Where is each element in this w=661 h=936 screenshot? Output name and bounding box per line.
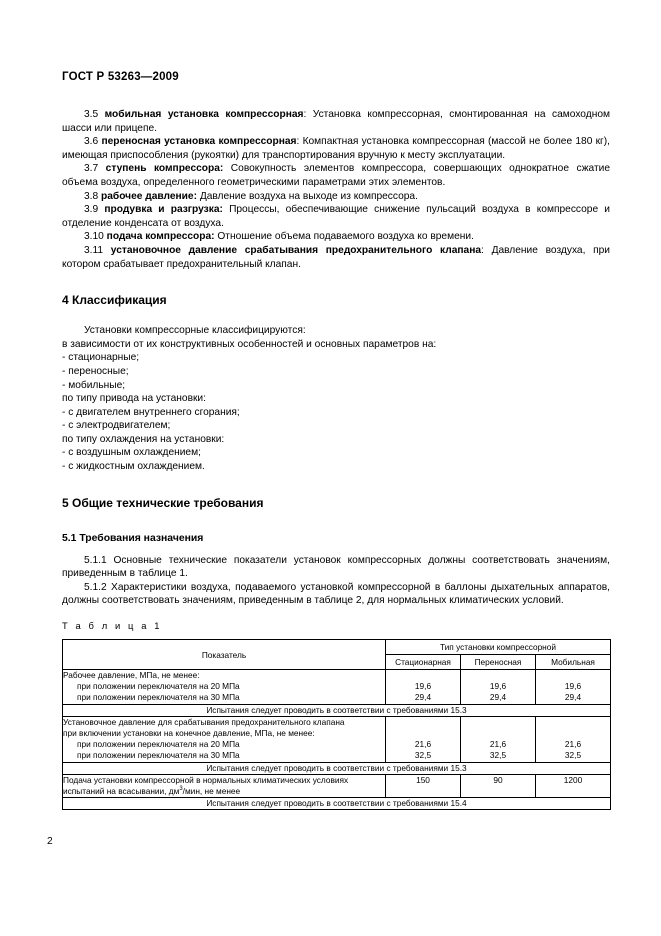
term-3-7 [62, 162, 610, 189]
term-3-8 [62, 190, 610, 204]
row-note-testing-15-4: Испытания следует проводить в соответствии с требованиями 15.4 [63, 798, 611, 810]
value-20mpa: 19,6 [414, 681, 432, 692]
term-definition: Процессы, обеспечивающие снижение пульсаций воздуха в компрессоре и отделение конденсата от воздуха. [62, 204, 610, 229]
term-3-6 [62, 135, 610, 162]
value-20mpa: 21,6 [564, 739, 582, 750]
classification-line-3: - мобильные; [62, 379, 126, 391]
spacer [461, 670, 535, 681]
header-group-installation-type: Тип установки компрессорной [386, 640, 611, 655]
row-label-main: Рабочее давление, МПа, не менее: [63, 670, 200, 680]
section-heading-4: 4 Классификация [62, 293, 167, 308]
value-30mpa: 29,4 [489, 692, 507, 703]
table-row [63, 762, 611, 774]
cell-stationary: 150 [386, 774, 461, 797]
classification-line-6: - с электродвигателем; [62, 420, 171, 432]
spacer [536, 728, 610, 739]
term-definition: Давление воздуха на выходе из компрессора. [196, 190, 418, 202]
row-label-safety-valve-pressure [63, 716, 386, 762]
term-name: ступень компрессора: [105, 163, 224, 175]
row-label-sub-20: при положении переключателя на 20 МПа [77, 681, 240, 692]
term-number: 3.5 [84, 109, 99, 120]
term-number: 3.10 [84, 231, 104, 243]
table-1-caption: Т а б л и ц а 1 [62, 620, 163, 631]
cell-portable: 90 [461, 774, 536, 797]
table-row [63, 670, 611, 705]
term-name: переносная установка компрессорная [101, 136, 297, 148]
value-30mpa: 32,5 [564, 750, 582, 761]
section-heading-5: 5 Общие технические требования [62, 495, 264, 510]
header-indicator: Показатель [63, 640, 386, 670]
term-definition: : Установка компрессорная, смонтированная на самоходном шасси или прицепе. [62, 109, 610, 134]
term-number: 3.8 [84, 190, 99, 202]
term-definition: Отношение объема подаваемого воздуха ко времени. [214, 231, 474, 243]
term-name: продувка и разгрузка: [104, 204, 223, 216]
term-number: 3.11 [84, 244, 104, 256]
term-number: 3.6 [84, 136, 99, 148]
term-name: рабочее давление: [101, 190, 197, 202]
value-30mpa: 29,4 [564, 692, 582, 703]
classification-line-7: по типу охлаждения на установки: [62, 433, 225, 445]
table-header-row-1 [63, 640, 611, 655]
row-note-testing-15-3: Испытания следует проводить в соответствии с требованиями 15.3 [63, 704, 611, 716]
term-definition: : Компактная установка компрессорная (массой не более 180 кг), имеющая приспособления (рукоятки) для транспортирования вручную к месту эксплуатации. [62, 136, 611, 161]
value-30mpa: 29,4 [414, 692, 432, 703]
cell-mobile [536, 716, 611, 762]
subsection-heading-5-1: 5.1 Требования назначения [62, 532, 204, 544]
classification-line-5: - с двигателем внутреннего сгорания; [62, 406, 240, 418]
row-label-working-pressure [63, 670, 386, 705]
header-sub-stationary: Стационарная [386, 655, 461, 670]
value-20mpa: 19,6 [489, 681, 507, 692]
page-number: 2 [47, 836, 53, 847]
spacer [536, 670, 610, 681]
term-number: 3.7 [84, 163, 99, 175]
spacer [461, 728, 535, 739]
header-sub-portable: Переносная [461, 655, 536, 670]
classification-line-0: в зависимости от их конструктивных особенностей и основных параметров на: [62, 338, 437, 350]
classification-line-1: - стационарные; [62, 352, 140, 364]
term-3-10 [62, 230, 610, 244]
table-1-header [63, 640, 611, 670]
cell-mobile: 1200 [536, 774, 611, 797]
value-30mpa: 32,5 [489, 750, 507, 761]
spacer [386, 728, 460, 739]
row-note-testing-15-3-b: Испытания следует проводить в соответствии с требованиями 15.3 [63, 762, 611, 774]
cell-portable [461, 716, 536, 762]
term-definition: Совокупность элементов компрессора, совершающих однократное сжатие объема воздуха, определенного геометрическими параметрами этих элементов. [62, 163, 610, 188]
row-label-sub-20: при положении переключателя на 20 МПа [77, 739, 240, 750]
table-1-body [63, 670, 611, 810]
term-3-9 [62, 203, 610, 230]
table-row [63, 774, 611, 797]
classification-line-8: - с воздушным охлаждением; [62, 447, 201, 459]
spacer [461, 717, 535, 728]
value-30mpa: 32,5 [414, 750, 432, 761]
classification-line-2: - переносные; [62, 365, 129, 377]
classification-line-9: - с жидкостным охлаждением. [62, 461, 205, 473]
paragraph-5-1-1: 5.1.1 Основные технические показатели установок компрессорных должны соответствовать значениям, приведенным в таблице 1. [62, 554, 610, 580]
term-3-11 [62, 244, 610, 271]
row-label-sub-30: при положении переключателя на 30 МПа [77, 692, 240, 703]
table-row [63, 704, 611, 716]
row-label-sub-30: при положении переключателя на 30 МПа [77, 750, 240, 761]
value-20mpa: 21,6 [414, 739, 432, 750]
spacer [386, 670, 460, 681]
value-20mpa: 19,6 [564, 681, 582, 692]
paragraph-5-1-2: 5.1.2 Характеристики воздуха, подаваемого установкой компрессорной в баллоны дыхательных аппаратов, должны соответствовать значениям, приведенным в таблице 2, для нормальных климатических условий. [62, 581, 610, 607]
cell-mobile [536, 670, 611, 705]
row-label-delivery [63, 774, 386, 797]
term-name: установочное давление срабатывания предохранительного клапана [110, 244, 482, 256]
section4-intro: Установки компрессорные классифицируются: [84, 325, 306, 337]
document-body [62, 108, 610, 608]
term-number: 3.9 [84, 204, 99, 216]
table-row [63, 798, 611, 810]
cell-stationary [386, 716, 461, 762]
row-label-main: Подача установки компрессорной в нормальных климатических условиях [63, 774, 349, 785]
term-definition: : Давление воздуха, при котором срабатывает предохранительный клапан. [62, 244, 610, 270]
row-label-main2: испытаний на всасывании, $дм^3$/мин, не менее [63, 786, 241, 797]
row-label-main2: при включении установки на конечное давление, МПа, не менее: [63, 728, 315, 739]
table-row [63, 716, 611, 762]
value-20mpa: 21,6 [489, 739, 507, 750]
header-sub-mobile: Мобильная [536, 655, 611, 670]
classification-line-4: по типу привода на установки: [62, 393, 206, 405]
cell-portable [461, 670, 536, 705]
spacer [386, 717, 460, 728]
table-1 [62, 639, 611, 810]
term-name: подача компрессора: [106, 231, 215, 243]
standard-code-header: ГОСТ Р 53263—2009 [62, 71, 179, 83]
cell-stationary [386, 670, 461, 705]
row-label-main: Установочное давление для срабатывания предохранительного клапана [63, 716, 345, 727]
term-name: мобильная установка компрессорная [104, 109, 304, 120]
spacer [536, 717, 610, 728]
term-3-5 [62, 108, 610, 135]
